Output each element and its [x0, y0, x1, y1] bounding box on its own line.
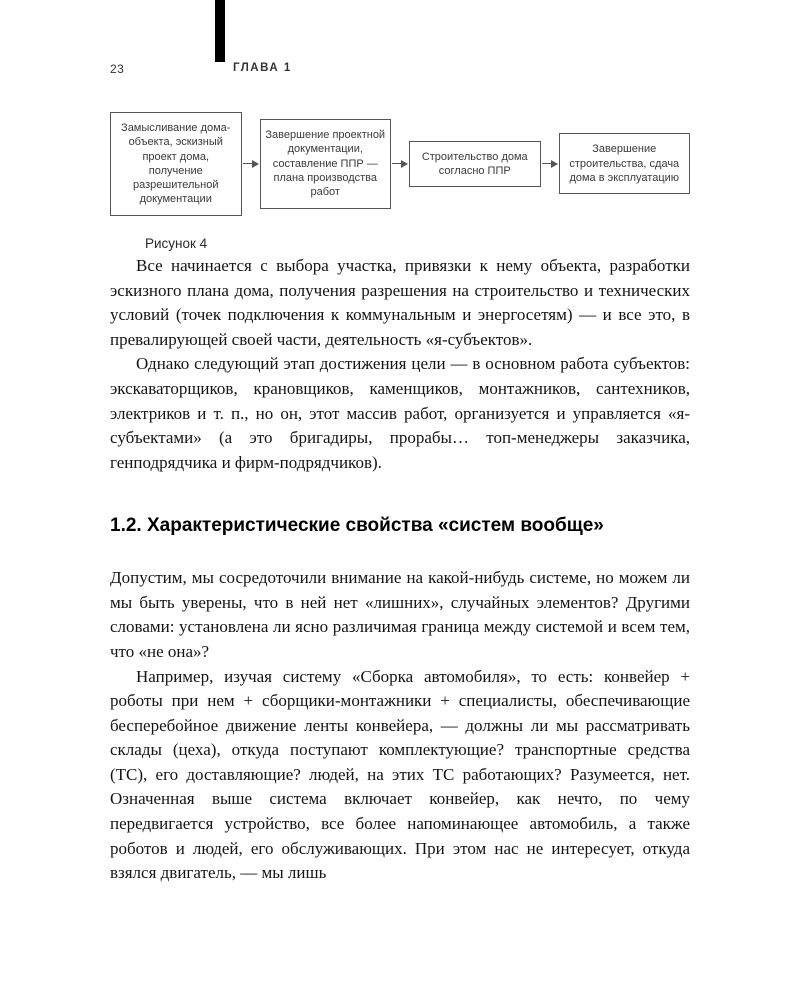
- flowchart-row: [110, 112, 690, 216]
- page-number: 23: [110, 62, 125, 76]
- flow-step-1: Замысливание дома-объекта, эскизный проект дома, получение разрешительной документации: [110, 112, 242, 216]
- arrow-right-icon: [242, 159, 260, 168]
- chapter-marker-bar: [215, 0, 225, 62]
- figure-flowchart: [110, 112, 690, 251]
- section-heading: 1.2. Характеристические свойства «систем вообще»: [110, 515, 604, 537]
- paragraph-3: Допустим, мы сосредоточили внимание на какой-нибудь системе, но можем ли мы быть уверены, что в ней нет «лишних», случайных элементов? Другими словами: установлена ли ясно различимая граница между системой и всем тем, что «не она»?: [110, 568, 690, 661]
- flow-step-4: Завершение строительства, сдача дома в эксплуатацию: [559, 133, 691, 194]
- paragraph-1: Все начинается с выбора участка, привязки к нему объекта, разработки эскизного плана дома, получения разрешения на строительство и технических условий (точек подключения к коммунальным и энергосетям) — и все это, в превалирующей своей части, деятельность «я-субъектов».: [110, 256, 690, 349]
- flow-step-2: Завершение проектной документации, составление ППР — плана производства работ: [260, 119, 392, 208]
- running-head: [110, 62, 690, 78]
- arrow-right-icon: [391, 159, 409, 168]
- figure-caption: Рисунок 4: [145, 235, 208, 251]
- paragraph-2: Однако следующий этап достижения цели — в основном работа субъектов: экскаваторщиков, крановщиков, каменщиков, монтажников, сантехников, электриков и т. п., но он, этот массив работ, организуется и управляется «я-субъектами» (а это бригадиры, прорабы… топ-менеджеры заказчика, генподрядчика и фирм-подрядчиков).: [110, 354, 690, 472]
- flow-step-3: Строительство дома согласно ППР: [409, 141, 541, 188]
- arrow-right-icon: [541, 159, 559, 168]
- chapter-header: ГЛАВА 1: [233, 62, 292, 74]
- paragraph-4: Например, изучая систему «Сборка автомобиля», то есть: конвейер + роботы при нем + сборщики-монтажники + специалисты, обеспечивающие бесперебойное движение ленты конвейера, — должны ли мы рассматривать склады (цеха), откуда поступают комплектующие? транспортные средства (ТС), его доставляющие? людей, на этих ТС работающих? Разумеется, нет. Означенная выше система включает конвейер, как нечто, по чему передвигается устройство, все более напоминающее автомобиль, а также роботов и людей, его обслуживающих. При этом нас не интересует, откуда взялся двигатель, — мы лишь: [110, 666, 690, 883]
- body-text: [110, 254, 690, 886]
